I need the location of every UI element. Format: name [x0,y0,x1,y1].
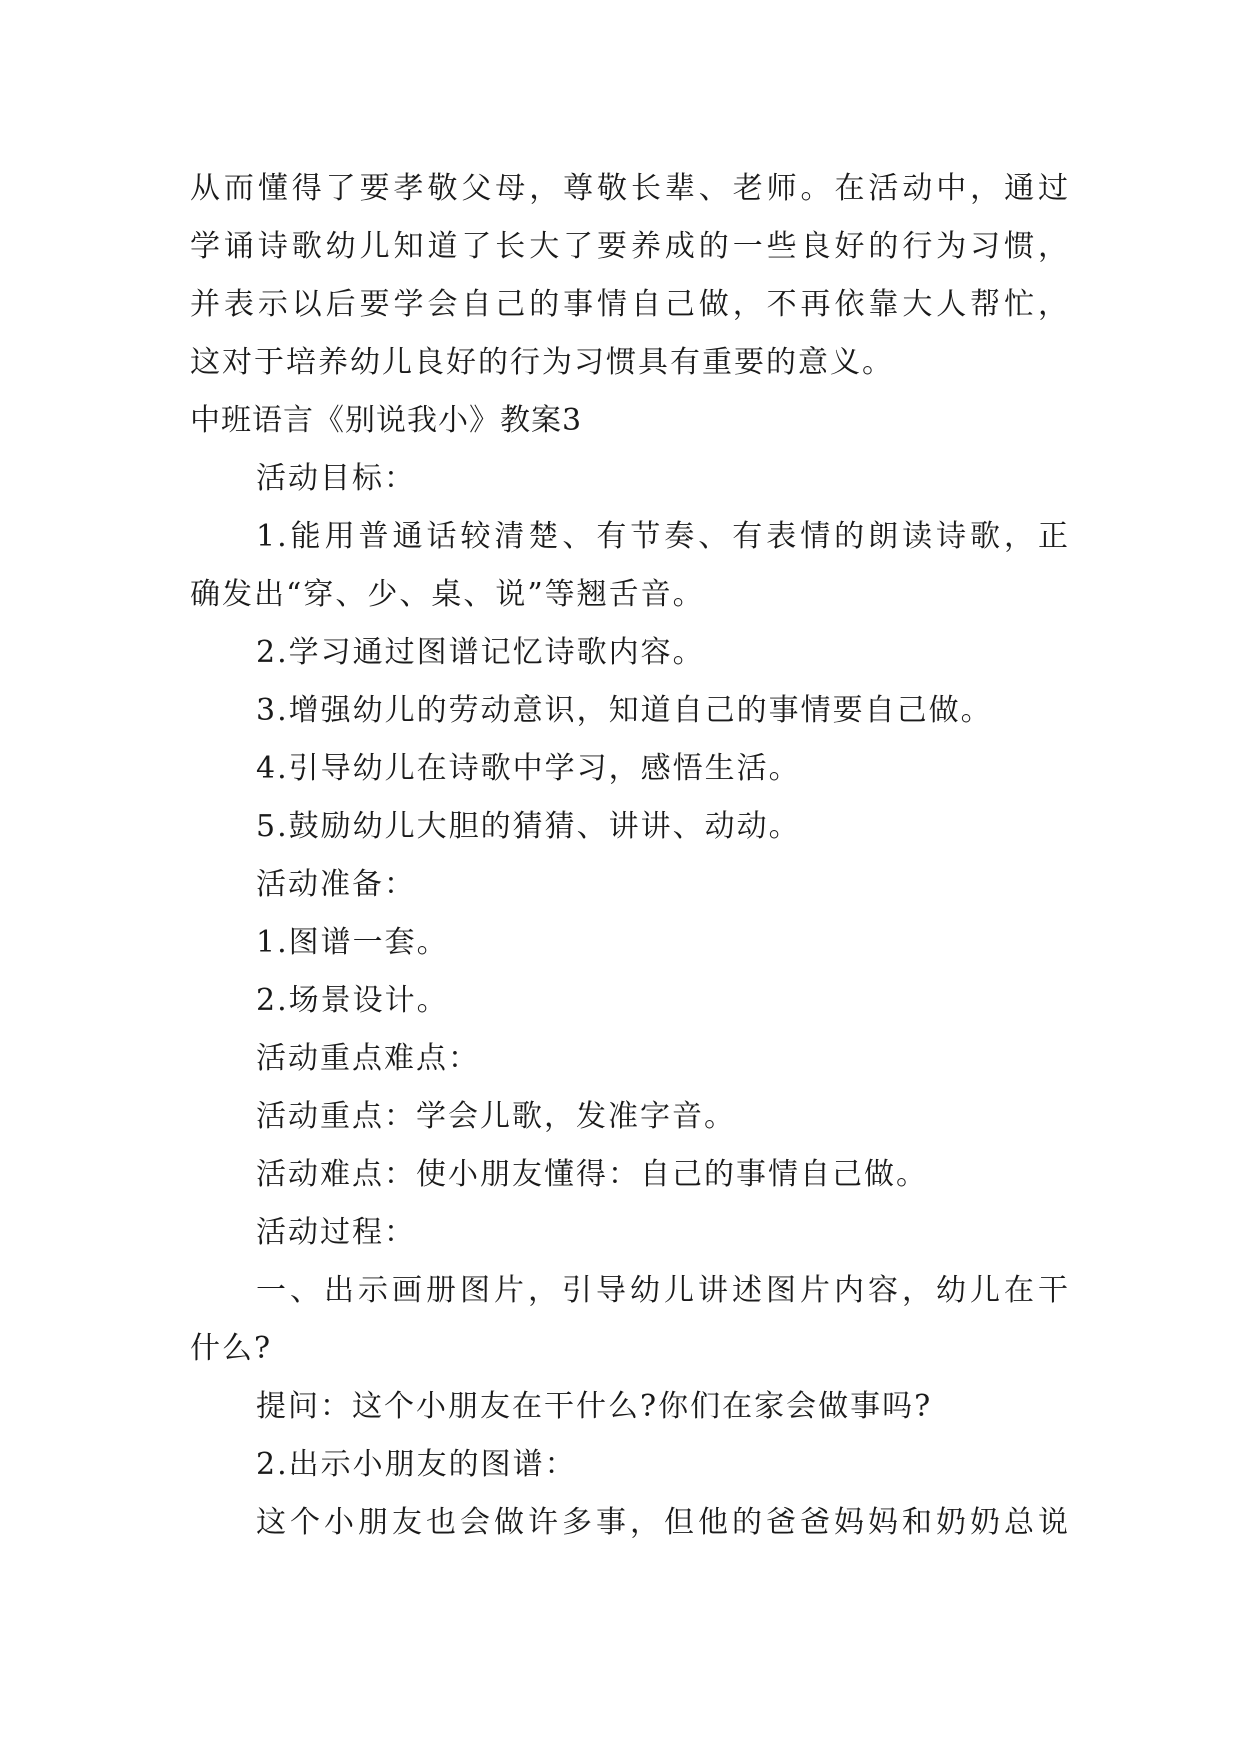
paragraph-line: 学诵诗歌幼儿知道了长大了要养成的一些良好的行为习惯， [190,229,1070,264]
list-item-continuation: 确发出“穿、少、桌、说”等翘舌音。 [190,577,705,612]
list-item: 1.图谱一套。 [256,925,449,960]
paragraph-line: 并表示以后要学会自己的事情自己做，不再依靠大人帮忙， [190,287,1070,322]
list-item: 2.出示小朋友的图谱： [256,1447,577,1482]
paragraph-line-continuation: 什么? [190,1331,273,1366]
list-item: 2.场景设计。 [256,983,449,1018]
heading-activity-goals: 活动目标： [256,461,416,496]
section-title: 中班语言《别说我小》教案3 [190,403,583,438]
paragraph-line: 一、出示画册图片，引导幼儿讲述图片内容，幼儿在干 [256,1273,1070,1308]
paragraph-line: 从而懂得了要孝敬父母，尊敬长辈、老师。在活动中，通过 [190,171,1070,206]
heading-activity-preparation: 活动准备： [256,867,416,902]
paragraph-line: 活动重点：学会儿歌，发准字音。 [256,1099,736,1134]
paragraph-line: 这个小朋友也会做许多事，但他的爸爸妈妈和奶奶总说 [256,1505,1070,1540]
paragraph-line: 活动难点：使小朋友懂得：自己的事情自己做。 [256,1157,928,1192]
heading-activity-process: 活动过程： [256,1215,416,1250]
list-item: 4.引导幼儿在诗歌中学习，感悟生活。 [256,751,801,786]
list-item: 1.能用普通话较清楚、有节奏、有表情的朗读诗歌，正 [256,519,1070,554]
paragraph-line: 提问：这个小朋友在干什么?你们在家会做事吗? [256,1389,933,1424]
list-item: 3.增强幼儿的劳动意识，知道自己的事情要自己做。 [256,693,993,728]
paragraph-line: 这对于培养幼儿良好的行为习惯具有重要的意义。 [190,345,894,380]
heading-key-points: 活动重点难点： [256,1041,480,1076]
list-item: 2.学习通过图谱记忆诗歌内容。 [256,635,705,670]
document-page [190,160,1070,1552]
list-item: 5.鼓励幼儿大胆的猜猜、讲讲、动动。 [256,809,801,844]
